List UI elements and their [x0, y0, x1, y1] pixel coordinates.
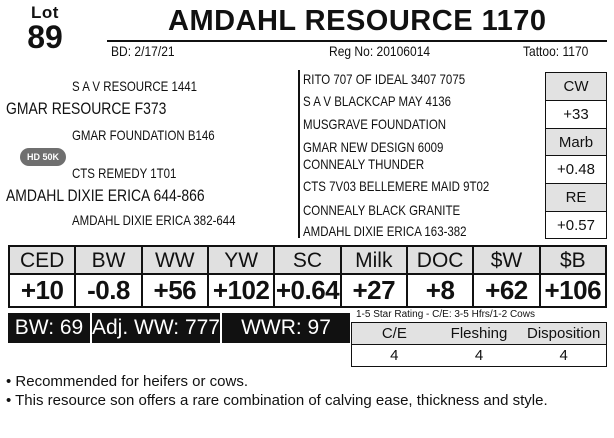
note-line: • This resource son offers a rare combination of calving ease, thickness and style.	[6, 392, 548, 409]
star-rating-note: 1-5 Star Rating - C/E: 3-5 Hfrs/1-2 Cows	[356, 309, 535, 320]
pedigree-right-item: CONNEALY BLACK GRANITE	[303, 202, 461, 218]
pedigree-right-item: RITO 707 OF IDEAL 3407 7075	[303, 71, 466, 87]
pedigree-dam-sire: CTS REMEDY 1T01	[72, 165, 177, 181]
epd-table	[8, 245, 607, 308]
note-line: • Recommended for heifers or cows.	[6, 373, 249, 390]
epd-header: CED	[10, 247, 74, 275]
rating-header: Fleshing	[450, 325, 508, 342]
rating-value: 4	[474, 347, 484, 364]
rating-header: Disposition	[526, 325, 601, 342]
pedigree-sire-dam: GMAR FOUNDATION B146	[72, 127, 215, 143]
performance-bar	[8, 313, 350, 343]
pedigree-dam-dam: AMDAHL DIXIE ERICA 382-644	[72, 212, 236, 228]
pedigree-right-item: MUSGRAVE FOUNDATION	[303, 116, 447, 132]
trait-label-marb: Marb	[546, 129, 606, 157]
epd-header: WW	[143, 247, 207, 275]
star-rating-table	[351, 322, 607, 367]
pedigree-dam: AMDAHL DIXIE ERICA 644-866	[6, 186, 205, 205]
adjusted-weaning-weight: Adj. WW: 777	[92, 313, 222, 343]
lot-label: Lot	[31, 3, 59, 22]
pedigree-right-item: AMDAHL DIXIE ERICA 163-382	[303, 223, 467, 239]
epd-header: $B	[541, 247, 605, 275]
epd-value: +10	[20, 275, 64, 305]
trait-label-cw: CW	[546, 73, 606, 101]
lot-notes	[6, 372, 606, 410]
info-line	[107, 40, 607, 60]
epd-value: +56	[153, 275, 197, 305]
birth-weight: BW: 69	[8, 313, 92, 343]
pedigree-right-item: CTS 7V03 BELLEMERE MAID 9T02	[303, 178, 490, 194]
epd-value: +8	[425, 275, 455, 305]
hd50k-logo: HD 50K	[20, 148, 66, 166]
pedigree-right-item: S A V BLACKCAP MAY 4136	[303, 93, 452, 109]
trait-label-re: RE	[546, 184, 606, 212]
trait-value-cw: +33	[546, 101, 606, 129]
pedigree-sire: GMAR RESOURCE F373	[6, 99, 167, 118]
epd-header: $W	[474, 247, 538, 275]
epd-header: SC	[275, 247, 339, 275]
birth-date: BD: 2/17/21	[111, 43, 175, 59]
lot-box	[8, 4, 82, 56]
epd-value: +102	[212, 275, 270, 305]
pedigree-sire-sire: S A V RESOURCE 1441	[72, 78, 198, 94]
epd-header: DOC	[408, 247, 472, 275]
pedigree-divider	[298, 70, 300, 238]
epd-header: Milk	[342, 247, 406, 275]
tattoo: Tattoo: 1170	[523, 43, 589, 59]
epd-value: -0.8	[87, 275, 130, 305]
lot-number: 89	[27, 19, 63, 55]
trait-value-re: +0.57	[557, 216, 595, 234]
epd-header: YW	[209, 247, 273, 275]
weaning-weight-ratio: WWR: 97	[241, 316, 331, 339]
rating-value: 4	[390, 347, 399, 364]
registration-number: Reg No: 20106014	[329, 43, 431, 59]
pedigree-right-item: GMAR NEW DESIGN 6009	[303, 139, 444, 155]
pedigree-right-item: CONNEALY THUNDER	[303, 156, 425, 172]
trait-value-marb: +0.48	[546, 156, 606, 184]
epd-value: +27	[352, 275, 396, 305]
epd-header: BW	[76, 247, 140, 275]
epd-value: +0.64	[275, 275, 340, 305]
rating-header: C/E	[381, 325, 407, 342]
epd-value: +106	[544, 275, 602, 305]
epd-value: +62	[485, 275, 528, 305]
animal-title: AMDAHL RESOURCE 1170	[168, 5, 547, 37]
carcass-traits	[545, 72, 607, 239]
rating-value: 4	[559, 347, 568, 364]
